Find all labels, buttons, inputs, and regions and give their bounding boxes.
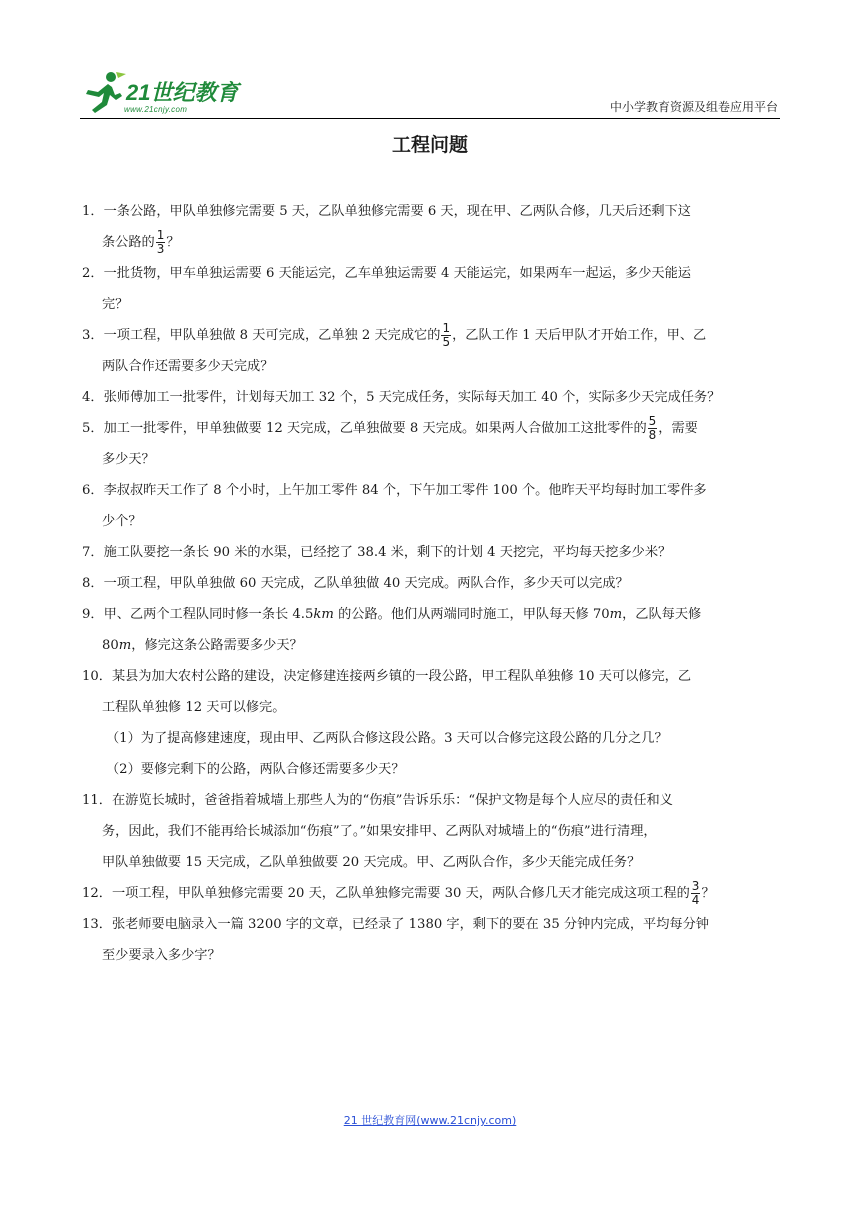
- logo-text: 21世纪教育: [126, 80, 239, 105]
- question-3: 3．一项工程，甲队单独做 8 天可完成，乙单独 2 天完成它的 $\frac{1}{5}$ ，乙队工作 1 天后甲队才开始工作，甲、乙 两队合作还需要多少天完成？: [82, 321, 707, 374]
- page-title: 工程问题: [391, 134, 468, 156]
- question-7: 7．施工队要挖一条长 90 米的水渠，已经挖了 38.4 米，剩下的计划 4 天挖完，平均每天挖多少米？: [82, 545, 672, 560]
- question-12: 12．一项工程，甲队单独修完需要 20 天，乙队单独修完需要 30 天，两队合修几天才能完成这项工程的 $\frac{3}{4}$ ？: [82, 879, 715, 907]
- header-divider: [80, 118, 780, 119]
- question-10: 10．某县为加大农村公路的建设，决定修建连接两乡镇的一段公路，甲工程队单独修 10 天可以修完，乙 工程队单独修 12 天可以修完。 （1）为了提高修建速度，现由甲、乙两队合修这段公路。3 天可以合修完这段公路的几分之几？ （2）要修完剩下的公路，两队合修还需要多少天？: [82, 661, 784, 785]
- question-8: 8．一项工程，甲队单独做 60 天完成，乙队单独做 40 天完成。两队合作，多少天可以完成？: [82, 576, 629, 591]
- question-number: 8．: [82, 576, 104, 591]
- question-11: 11．在游览长城时，爸爸指着城墙上那些人为的“伤痕”告诉乐乐：“保护文物是每个人应尽的责任和义 务，因此，我们不能再给长城添加“伤痕”了。”如果安排甲、乙两队对城墙上的“伤痕”进行清理， 甲队单独做要 15 天完成，乙队单独做要 20 天完成。甲、乙两队合作，多少天能完成任务？: [82, 793, 673, 870]
- footer-link[interactable]: 21 世纪教育网(www.21cnjy.com): [343, 1114, 517, 1127]
- question-1: 1．一条公路，甲队单独修完需要 5 天，乙队单独修完需要 6 天，现在甲、乙两队合修，几天后还剩下这 条公路的 $\frac{1}{3}$ ？: [82, 204, 691, 256]
- fraction: $\frac{1}{3}$: [156, 228, 165, 256]
- sub-question-2: （2）要修完剩下的公路，两队合修还需要多少天？: [106, 762, 405, 777]
- question-6: 6．李叔叔昨天工作了 8 个小时，上午加工零件 84 个，下午加工零件 100 个。他昨天平均每时加工零件多 少个？: [82, 483, 707, 529]
- question-number: 6．: [82, 483, 104, 498]
- question-number: 12．: [82, 886, 112, 901]
- platform-label: 中小学教育资源及组卷应用平台: [609, 100, 778, 114]
- site-logo[interactable]: [80, 68, 260, 116]
- question-2: 2．一批货物，甲车单独运需要 6 天能运完，乙车单独运需要 4 天能运完，如果两车一起运，多少天能运 完？: [82, 266, 691, 312]
- question-number: 13．: [82, 917, 112, 932]
- runner-logo-icon: [80, 68, 128, 116]
- question-number: 2．: [82, 266, 104, 281]
- question-number: 5．: [82, 421, 104, 436]
- fraction: $\frac{5}{8}$: [648, 414, 657, 442]
- question-number: 1．: [82, 204, 104, 219]
- question-9: 9．甲、乙两个工程队同时修一条长 4.5km 的公路。他们从两端同时施工，甲队每天修 70m，乙队每天修 80m，修完这条公路需要多少天？: [82, 607, 702, 653]
- question-4: 4．张师傅加工一批零件，计划每天加工 32 个，5 天完成任务，实际每天加工 40 个，实际多少天完成任务？: [82, 390, 721, 405]
- question-list: [82, 196, 784, 971]
- question-number: 11．: [82, 793, 112, 808]
- question-13: 13．张老师要电脑录入一篇 3200 字的文章，已经录了 1380 字，剩下的要在 35 分钟内完成，平均每分钟 至少要录入多少字？: [82, 917, 709, 963]
- question-number: 9．: [82, 607, 104, 622]
- fraction: $\frac{1}{5}$: [442, 321, 451, 349]
- page-header: [80, 64, 780, 120]
- question-number: 10．: [82, 669, 112, 684]
- sub-question-1: （1）为了提高修建速度，现由甲、乙两队合修这段公路。3 天可以合修完这段公路的几分之几？: [106, 731, 668, 746]
- question-5: 5．加工一批零件，甲单独做要 12 天完成，乙单独做要 8 天完成。如果两人合做加工这批零件的 $\frac{5}{8}$ ，需要 多少天？: [82, 414, 698, 467]
- question-number: 3．: [82, 328, 104, 343]
- logo-url: www.21cnjy.com: [124, 105, 188, 114]
- question-number: 4．: [82, 390, 104, 405]
- question-number: 7．: [82, 545, 104, 560]
- fraction: $\frac{3}{4}$: [691, 879, 700, 907]
